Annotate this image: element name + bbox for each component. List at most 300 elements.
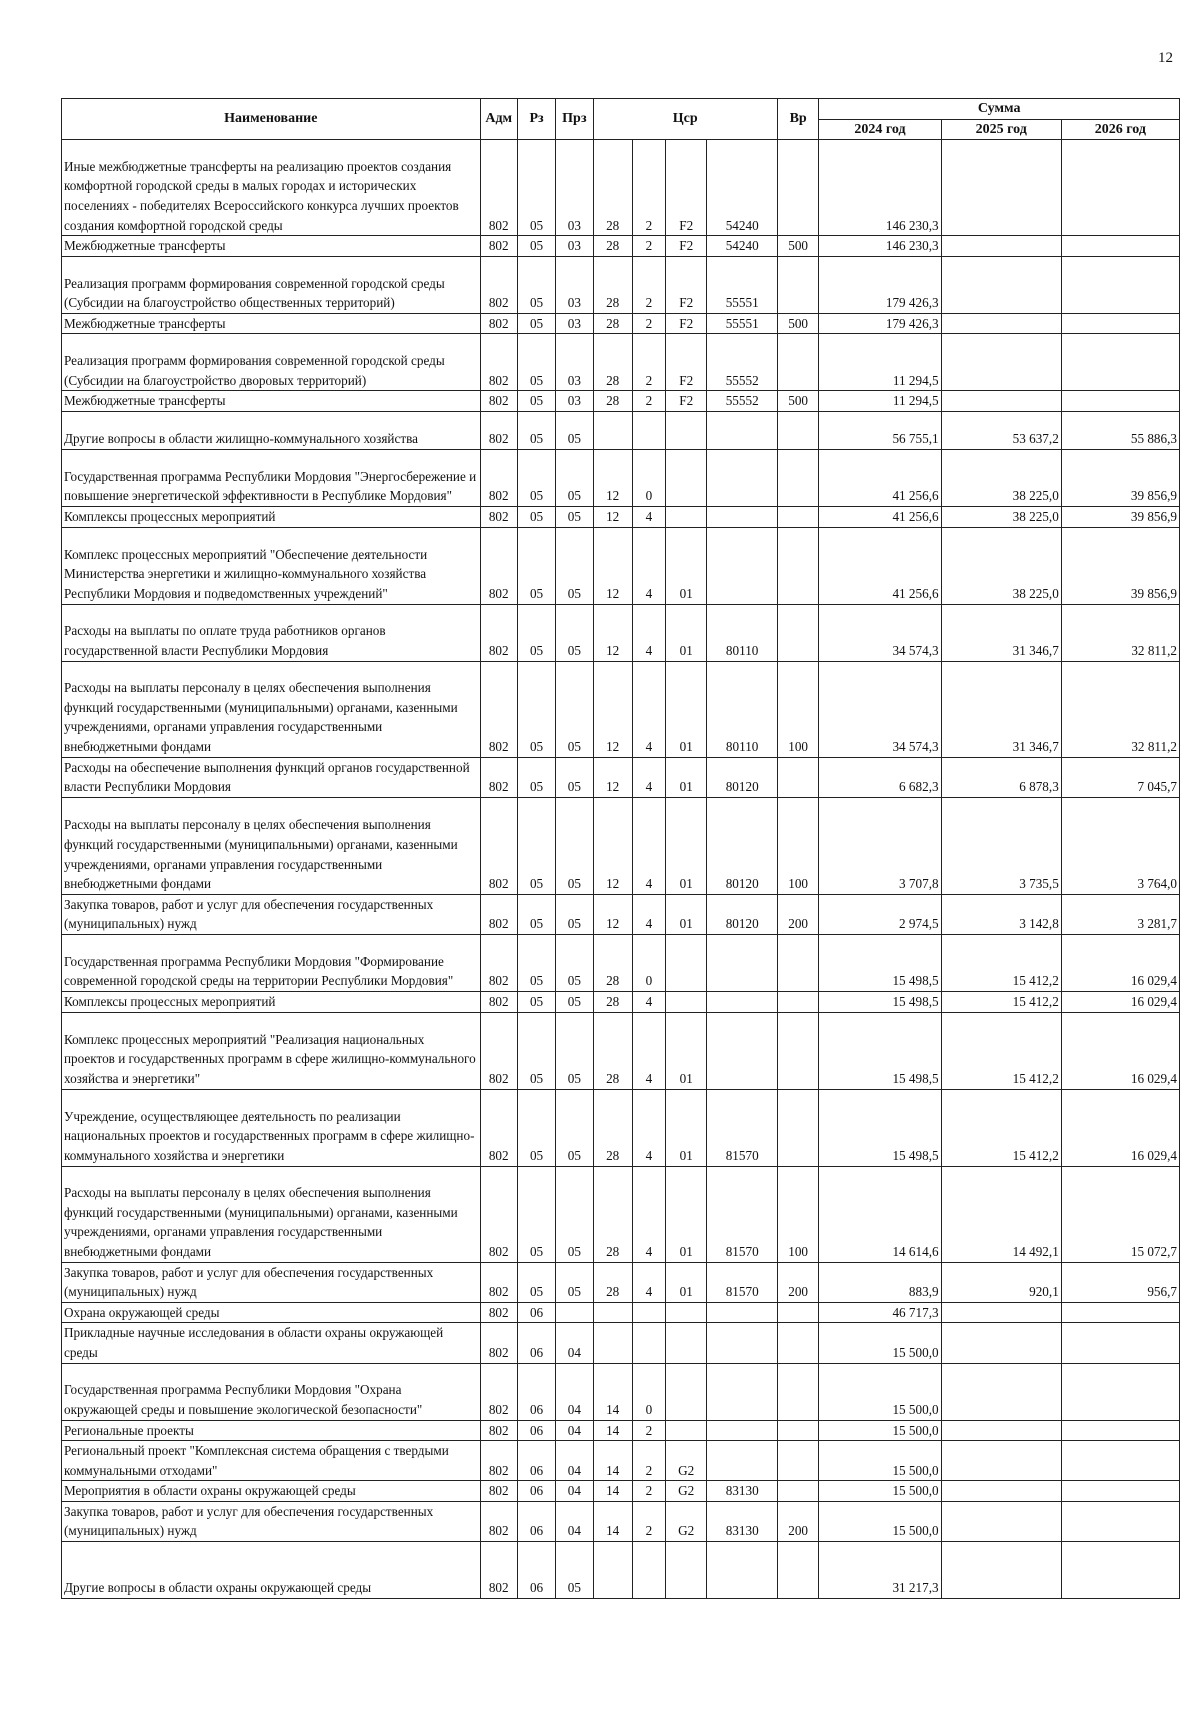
cell-sum-2025 xyxy=(941,236,1061,257)
budget-table xyxy=(61,98,1180,1599)
cell-sum-2025: 38 225,0 xyxy=(941,527,1061,604)
cell-prz: 05 xyxy=(556,797,593,894)
cell-name: Расходы на выплаты по оплате труда работников органов государственной власти Республики Мордовия xyxy=(62,604,481,661)
cell-sum-2024: 6 682,3 xyxy=(819,757,941,797)
cell-name: Государственная программа Республики Мордовия "Формирование современной городской среды на территории Республики Мордовия" xyxy=(62,934,481,991)
cell-sum-2025: 15 412,2 xyxy=(941,1089,1061,1166)
cell-csr-event: 01 xyxy=(666,604,707,661)
cell-csr-direction xyxy=(707,411,777,449)
cell-adm: 802 xyxy=(480,1012,517,1089)
cell-csr-type: 2 xyxy=(632,1501,665,1541)
cell-name: Государственная программа Республики Мордовия "Энергосбережение и повышение энергетической эффективности в Республике Мордовия" xyxy=(62,449,481,506)
cell-sum-2025 xyxy=(941,391,1061,412)
cell-csr-program: 12 xyxy=(593,527,632,604)
cell-csr-event: G2 xyxy=(666,1481,707,1502)
cell-adm: 802 xyxy=(480,256,517,313)
cell-csr-direction xyxy=(707,506,777,527)
cell-sum-2025: 38 225,0 xyxy=(941,506,1061,527)
cell-sum-2025: 38 225,0 xyxy=(941,449,1061,506)
table-row xyxy=(62,1481,1180,1502)
cell-csr-event: 01 xyxy=(666,757,707,797)
table-row xyxy=(62,991,1180,1012)
cell-csr-type: 2 xyxy=(632,236,665,257)
cell-csr-program: 28 xyxy=(593,934,632,991)
cell-csr-direction: 80120 xyxy=(707,757,777,797)
cell-prz: 05 xyxy=(556,1012,593,1089)
cell-csr-direction xyxy=(707,1012,777,1089)
cell-adm: 802 xyxy=(480,1420,517,1441)
table-row xyxy=(62,934,1180,991)
cell-adm: 802 xyxy=(480,1262,517,1302)
cell-sum-2024: 56 755,1 xyxy=(819,411,941,449)
cell-prz: 05 xyxy=(556,661,593,757)
cell-sum-2026: 32 811,2 xyxy=(1061,604,1179,661)
cell-sum-2024: 15 500,0 xyxy=(819,1363,941,1420)
cell-prz: 05 xyxy=(556,1166,593,1262)
cell-rz: 05 xyxy=(517,506,555,527)
cell-csr-event: F2 xyxy=(666,334,707,391)
cell-prz: 05 xyxy=(556,449,593,506)
cell-csr-type: 4 xyxy=(632,1012,665,1089)
cell-sum-2026: 7 045,7 xyxy=(1061,757,1179,797)
table-row xyxy=(62,1262,1180,1302)
cell-csr-type: 4 xyxy=(632,1262,665,1302)
cell-rz: 05 xyxy=(517,1089,555,1166)
cell-vr xyxy=(777,506,818,527)
cell-sum-2026 xyxy=(1061,236,1179,257)
table-row xyxy=(62,894,1180,934)
cell-rz: 06 xyxy=(517,1420,555,1441)
cell-csr-type: 4 xyxy=(632,604,665,661)
table-row xyxy=(62,236,1180,257)
cell-rz: 05 xyxy=(517,334,555,391)
cell-rz: 05 xyxy=(517,313,555,334)
cell-name: Комплекс процессных мероприятий "Обеспечение деятельности Министерства энергетики и жилищно-коммунального хозяйства Республики Мордовия и подведомственных учреждений" xyxy=(62,527,481,604)
cell-name: Мероприятия в области охраны окружающей среды xyxy=(62,1481,481,1502)
cell-sum-2026: 16 029,4 xyxy=(1061,1089,1179,1166)
cell-csr-event: 01 xyxy=(666,527,707,604)
cell-sum-2026: 32 811,2 xyxy=(1061,661,1179,757)
cell-vr xyxy=(777,1542,818,1599)
cell-csr-type xyxy=(632,1302,665,1323)
cell-vr xyxy=(777,1441,818,1481)
cell-csr-event: F2 xyxy=(666,236,707,257)
cell-csr-program: 28 xyxy=(593,256,632,313)
cell-sum-2024: 41 256,6 xyxy=(819,506,941,527)
cell-csr-event: F2 xyxy=(666,256,707,313)
cell-sum-2026: 16 029,4 xyxy=(1061,991,1179,1012)
cell-sum-2024: 146 230,3 xyxy=(819,140,941,236)
cell-csr-event xyxy=(666,506,707,527)
cell-vr xyxy=(777,1302,818,1323)
cell-prz: 05 xyxy=(556,757,593,797)
cell-csr-type: 0 xyxy=(632,934,665,991)
cell-adm: 802 xyxy=(480,991,517,1012)
cell-csr-event: F2 xyxy=(666,313,707,334)
cell-csr-program: 12 xyxy=(593,797,632,894)
cell-csr-program xyxy=(593,1542,632,1599)
cell-csr-direction: 80120 xyxy=(707,797,777,894)
cell-adm: 802 xyxy=(480,604,517,661)
cell-prz: 03 xyxy=(556,313,593,334)
cell-sum-2025 xyxy=(941,140,1061,236)
cell-csr-program xyxy=(593,411,632,449)
header-rz: Рз xyxy=(517,99,555,140)
cell-sum-2024: 41 256,6 xyxy=(819,527,941,604)
cell-vr xyxy=(777,1012,818,1089)
table-row xyxy=(62,661,1180,757)
cell-rz: 05 xyxy=(517,236,555,257)
cell-prz: 04 xyxy=(556,1420,593,1441)
cell-rz: 06 xyxy=(517,1481,555,1502)
cell-vr: 100 xyxy=(777,661,818,757)
cell-csr-program: 14 xyxy=(593,1481,632,1502)
cell-csr-program: 14 xyxy=(593,1363,632,1420)
cell-sum-2026: 16 029,4 xyxy=(1061,934,1179,991)
cell-csr-direction: 55552 xyxy=(707,334,777,391)
cell-sum-2025: 53 637,2 xyxy=(941,411,1061,449)
table-row xyxy=(62,1166,1180,1262)
cell-sum-2025 xyxy=(941,1501,1061,1541)
cell-vr xyxy=(777,1323,818,1363)
cell-rz: 05 xyxy=(517,797,555,894)
table-row xyxy=(62,527,1180,604)
cell-sum-2025 xyxy=(941,1363,1061,1420)
cell-sum-2024: 15 498,5 xyxy=(819,991,941,1012)
cell-sum-2026 xyxy=(1061,313,1179,334)
header-prz: Прз xyxy=(556,99,593,140)
cell-rz: 05 xyxy=(517,1262,555,1302)
cell-name: Межбюджетные трансферты xyxy=(62,313,481,334)
cell-csr-type: 4 xyxy=(632,757,665,797)
table-row xyxy=(62,757,1180,797)
cell-sum-2026 xyxy=(1061,1441,1179,1481)
table-row xyxy=(62,1542,1180,1599)
cell-prz: 03 xyxy=(556,391,593,412)
cell-csr-type: 4 xyxy=(632,1166,665,1262)
cell-csr-program: 12 xyxy=(593,506,632,527)
cell-csr-direction: 80120 xyxy=(707,894,777,934)
cell-csr-program: 14 xyxy=(593,1501,632,1541)
cell-prz: 04 xyxy=(556,1441,593,1481)
cell-sum-2025 xyxy=(941,313,1061,334)
cell-csr-direction: 81570 xyxy=(707,1166,777,1262)
cell-csr-type: 4 xyxy=(632,506,665,527)
table-row xyxy=(62,1420,1180,1441)
cell-csr-type: 2 xyxy=(632,313,665,334)
cell-adm: 802 xyxy=(480,1441,517,1481)
cell-sum-2026 xyxy=(1061,1481,1179,1502)
cell-sum-2024: 11 294,5 xyxy=(819,334,941,391)
cell-rz: 05 xyxy=(517,527,555,604)
cell-prz: 04 xyxy=(556,1363,593,1420)
cell-csr-program: 28 xyxy=(593,1166,632,1262)
cell-vr xyxy=(777,140,818,236)
cell-rz: 05 xyxy=(517,140,555,236)
cell-sum-2024: 46 717,3 xyxy=(819,1302,941,1323)
cell-sum-2024: 15 500,0 xyxy=(819,1420,941,1441)
cell-rz: 06 xyxy=(517,1363,555,1420)
header-adm: Адм xyxy=(480,99,517,140)
cell-sum-2026 xyxy=(1061,1323,1179,1363)
cell-rz: 05 xyxy=(517,604,555,661)
table-row xyxy=(62,506,1180,527)
cell-sum-2025: 14 492,1 xyxy=(941,1166,1061,1262)
cell-vr xyxy=(777,934,818,991)
cell-csr-event: F2 xyxy=(666,140,707,236)
cell-csr-program xyxy=(593,1302,632,1323)
cell-csr-direction: 54240 xyxy=(707,236,777,257)
table-row xyxy=(62,1323,1180,1363)
cell-sum-2024: 179 426,3 xyxy=(819,313,941,334)
cell-sum-2024: 15 500,0 xyxy=(819,1481,941,1502)
cell-csr-direction xyxy=(707,934,777,991)
cell-name: Иные межбюджетные трансферты на реализацию проектов создания комфортной городской среды в малых городах и исторических поселениях - победителях Всероссийского конкурса лучших проектов создания комфортной городской среды xyxy=(62,140,481,236)
cell-adm: 802 xyxy=(480,1481,517,1502)
cell-csr-direction xyxy=(707,1441,777,1481)
cell-csr-program: 12 xyxy=(593,757,632,797)
cell-vr: 200 xyxy=(777,894,818,934)
cell-adm: 802 xyxy=(480,1363,517,1420)
cell-rz: 05 xyxy=(517,934,555,991)
table-row xyxy=(62,1441,1180,1481)
cell-prz: 05 xyxy=(556,934,593,991)
cell-sum-2024: 146 230,3 xyxy=(819,236,941,257)
cell-sum-2024: 15 498,5 xyxy=(819,934,941,991)
cell-csr-event: 01 xyxy=(666,1089,707,1166)
cell-csr-program: 28 xyxy=(593,1012,632,1089)
cell-csr-direction xyxy=(707,1302,777,1323)
cell-prz: 03 xyxy=(556,140,593,236)
cell-sum-2025 xyxy=(941,1441,1061,1481)
cell-sum-2026 xyxy=(1061,1420,1179,1441)
table-row xyxy=(62,140,1180,236)
cell-csr-direction: 54240 xyxy=(707,140,777,236)
page-number: 12 xyxy=(1158,50,1173,66)
cell-csr-direction xyxy=(707,1363,777,1420)
cell-adm: 802 xyxy=(480,1323,517,1363)
cell-rz: 06 xyxy=(517,1302,555,1323)
cell-vr xyxy=(777,1089,818,1166)
cell-vr xyxy=(777,757,818,797)
cell-adm: 802 xyxy=(480,797,517,894)
header-csr: Цср xyxy=(593,99,777,140)
cell-adm: 802 xyxy=(480,411,517,449)
cell-csr-event: 01 xyxy=(666,1262,707,1302)
cell-csr-program: 28 xyxy=(593,140,632,236)
header-year-2025: 2025 год xyxy=(941,119,1061,140)
cell-csr-type: 4 xyxy=(632,894,665,934)
cell-name: Комплексы процессных мероприятий xyxy=(62,991,481,1012)
cell-sum-2026: 3 281,7 xyxy=(1061,894,1179,934)
cell-vr xyxy=(777,991,818,1012)
cell-csr-type xyxy=(632,411,665,449)
cell-sum-2025: 3 735,5 xyxy=(941,797,1061,894)
table-body xyxy=(62,140,1180,1599)
cell-csr-direction: 80110 xyxy=(707,661,777,757)
cell-prz: 05 xyxy=(556,506,593,527)
cell-sum-2026 xyxy=(1061,256,1179,313)
cell-sum-2026 xyxy=(1061,334,1179,391)
cell-name: Прикладные научные исследования в области охраны окружающей среды xyxy=(62,1323,481,1363)
cell-csr-event: 01 xyxy=(666,1166,707,1262)
cell-name: Расходы на выплаты персоналу в целях обеспечения выполнения функций государственными (муниципальными) органами, казенными учреждениями, органами управления государственными внебюджетными фондами xyxy=(62,661,481,757)
cell-sum-2025 xyxy=(941,1542,1061,1599)
cell-csr-type: 4 xyxy=(632,991,665,1012)
cell-sum-2025 xyxy=(941,256,1061,313)
cell-csr-program: 28 xyxy=(593,1262,632,1302)
cell-name: Государственная программа Республики Мордовия "Охрана окружающей среды и повышение экологической безопасности" xyxy=(62,1363,481,1420)
cell-prz: 03 xyxy=(556,236,593,257)
cell-csr-event xyxy=(666,1323,707,1363)
cell-prz: 05 xyxy=(556,527,593,604)
cell-csr-program: 28 xyxy=(593,391,632,412)
cell-rz: 06 xyxy=(517,1441,555,1481)
cell-name: Учреждение, осуществляющее деятельность по реализации национальных проектов и государственных программ в сфере жилищно-коммунального хозяйства и энергетики xyxy=(62,1089,481,1166)
cell-csr-event: 01 xyxy=(666,894,707,934)
cell-vr xyxy=(777,604,818,661)
cell-rz: 05 xyxy=(517,991,555,1012)
cell-rz: 05 xyxy=(517,449,555,506)
cell-csr-program: 28 xyxy=(593,1089,632,1166)
cell-name: Расходы на выплаты персоналу в целях обеспечения выполнения функций государственными (муниципальными) органами, казенными учреждениями, органами управления государственными внебюджетными фондами xyxy=(62,797,481,894)
cell-csr-type: 4 xyxy=(632,1089,665,1166)
cell-csr-event: 01 xyxy=(666,797,707,894)
header-vr: Вр xyxy=(777,99,818,140)
table-row xyxy=(62,391,1180,412)
cell-sum-2026 xyxy=(1061,1501,1179,1541)
cell-sum-2024: 34 574,3 xyxy=(819,661,941,757)
cell-csr-event: F2 xyxy=(666,391,707,412)
table-header xyxy=(62,99,1180,140)
cell-csr-direction xyxy=(707,1420,777,1441)
cell-sum-2026: 16 029,4 xyxy=(1061,1012,1179,1089)
cell-sum-2026: 55 886,3 xyxy=(1061,411,1179,449)
cell-csr-direction: 81570 xyxy=(707,1089,777,1166)
cell-prz: 05 xyxy=(556,1542,593,1599)
cell-sum-2024: 883,9 xyxy=(819,1262,941,1302)
cell-csr-type: 2 xyxy=(632,334,665,391)
cell-csr-event xyxy=(666,1420,707,1441)
cell-csr-direction xyxy=(707,1542,777,1599)
cell-adm: 802 xyxy=(480,661,517,757)
cell-vr xyxy=(777,1420,818,1441)
cell-rz: 06 xyxy=(517,1323,555,1363)
cell-sum-2024: 15 500,0 xyxy=(819,1323,941,1363)
cell-vr: 100 xyxy=(777,1166,818,1262)
cell-sum-2026 xyxy=(1061,1302,1179,1323)
cell-csr-program: 28 xyxy=(593,236,632,257)
cell-adm: 802 xyxy=(480,313,517,334)
cell-name: Региональные проекты xyxy=(62,1420,481,1441)
cell-vr xyxy=(777,1363,818,1420)
cell-sum-2025 xyxy=(941,1420,1061,1441)
cell-vr: 200 xyxy=(777,1501,818,1541)
cell-adm: 802 xyxy=(480,1501,517,1541)
cell-prz: 05 xyxy=(556,894,593,934)
cell-sum-2024: 31 217,3 xyxy=(819,1542,941,1599)
cell-csr-event: G2 xyxy=(666,1501,707,1541)
cell-name: Другие вопросы в области жилищно-коммунального хозяйства xyxy=(62,411,481,449)
cell-csr-type: 2 xyxy=(632,391,665,412)
cell-csr-event xyxy=(666,934,707,991)
cell-adm: 802 xyxy=(480,1542,517,1599)
cell-rz: 05 xyxy=(517,391,555,412)
cell-csr-direction xyxy=(707,1323,777,1363)
cell-rz: 06 xyxy=(517,1542,555,1599)
cell-adm: 802 xyxy=(480,1089,517,1166)
cell-sum-2025: 15 412,2 xyxy=(941,934,1061,991)
cell-name: Реализация программ формирования современной городской среды (Субсидии на благоустройство общественных территорий) xyxy=(62,256,481,313)
cell-csr-direction: 80110 xyxy=(707,604,777,661)
header-sum: Сумма xyxy=(819,99,1180,120)
cell-adm: 802 xyxy=(480,391,517,412)
cell-sum-2025: 15 412,2 xyxy=(941,991,1061,1012)
table-row xyxy=(62,411,1180,449)
cell-sum-2025: 920,1 xyxy=(941,1262,1061,1302)
header-year-2024: 2024 год xyxy=(819,119,941,140)
cell-adm: 802 xyxy=(480,934,517,991)
cell-csr-type: 4 xyxy=(632,797,665,894)
cell-prz: 04 xyxy=(556,1501,593,1541)
cell-prz: 05 xyxy=(556,1262,593,1302)
cell-name: Закупка товаров, работ и услуг для обеспечения государственных (муниципальных) нужд xyxy=(62,894,481,934)
cell-sum-2026: 39 856,9 xyxy=(1061,506,1179,527)
cell-csr-event xyxy=(666,449,707,506)
cell-csr-type: 2 xyxy=(632,1481,665,1502)
cell-csr-program: 28 xyxy=(593,991,632,1012)
cell-name: Комплексы процессных мероприятий xyxy=(62,506,481,527)
cell-vr xyxy=(777,256,818,313)
header-name: Наименование xyxy=(62,99,481,140)
cell-csr-direction: 55552 xyxy=(707,391,777,412)
cell-vr: 500 xyxy=(777,313,818,334)
cell-csr-type: 2 xyxy=(632,256,665,313)
cell-prz: 05 xyxy=(556,411,593,449)
cell-prz: 04 xyxy=(556,1481,593,1502)
cell-csr-program xyxy=(593,1323,632,1363)
cell-csr-direction: 81570 xyxy=(707,1262,777,1302)
table-row xyxy=(62,604,1180,661)
cell-vr xyxy=(777,1481,818,1502)
cell-csr-event xyxy=(666,1363,707,1420)
cell-rz: 06 xyxy=(517,1501,555,1541)
cell-sum-2024: 15 500,0 xyxy=(819,1501,941,1541)
cell-sum-2026 xyxy=(1061,1542,1179,1599)
cell-csr-type: 0 xyxy=(632,1363,665,1420)
cell-sum-2024: 34 574,3 xyxy=(819,604,941,661)
table-row xyxy=(62,449,1180,506)
cell-vr: 100 xyxy=(777,797,818,894)
cell-sum-2024: 11 294,5 xyxy=(819,391,941,412)
cell-csr-program: 12 xyxy=(593,894,632,934)
cell-sum-2025 xyxy=(941,334,1061,391)
cell-sum-2026: 15 072,7 xyxy=(1061,1166,1179,1262)
cell-csr-type: 2 xyxy=(632,140,665,236)
cell-csr-type xyxy=(632,1323,665,1363)
cell-csr-event xyxy=(666,991,707,1012)
cell-sum-2025: 3 142,8 xyxy=(941,894,1061,934)
cell-name: Комплекс процессных мероприятий "Реализация национальных проектов и государственных программ в сфере жилищно-коммунального хозяйства и энергетики" xyxy=(62,1012,481,1089)
cell-csr-program: 12 xyxy=(593,449,632,506)
cell-sum-2024: 2 974,5 xyxy=(819,894,941,934)
cell-adm: 802 xyxy=(480,506,517,527)
cell-csr-event xyxy=(666,411,707,449)
cell-adm: 802 xyxy=(480,1302,517,1323)
cell-rz: 05 xyxy=(517,757,555,797)
cell-name: Закупка товаров, работ и услуг для обеспечения государственных (муниципальных) нужд xyxy=(62,1262,481,1302)
cell-vr xyxy=(777,411,818,449)
